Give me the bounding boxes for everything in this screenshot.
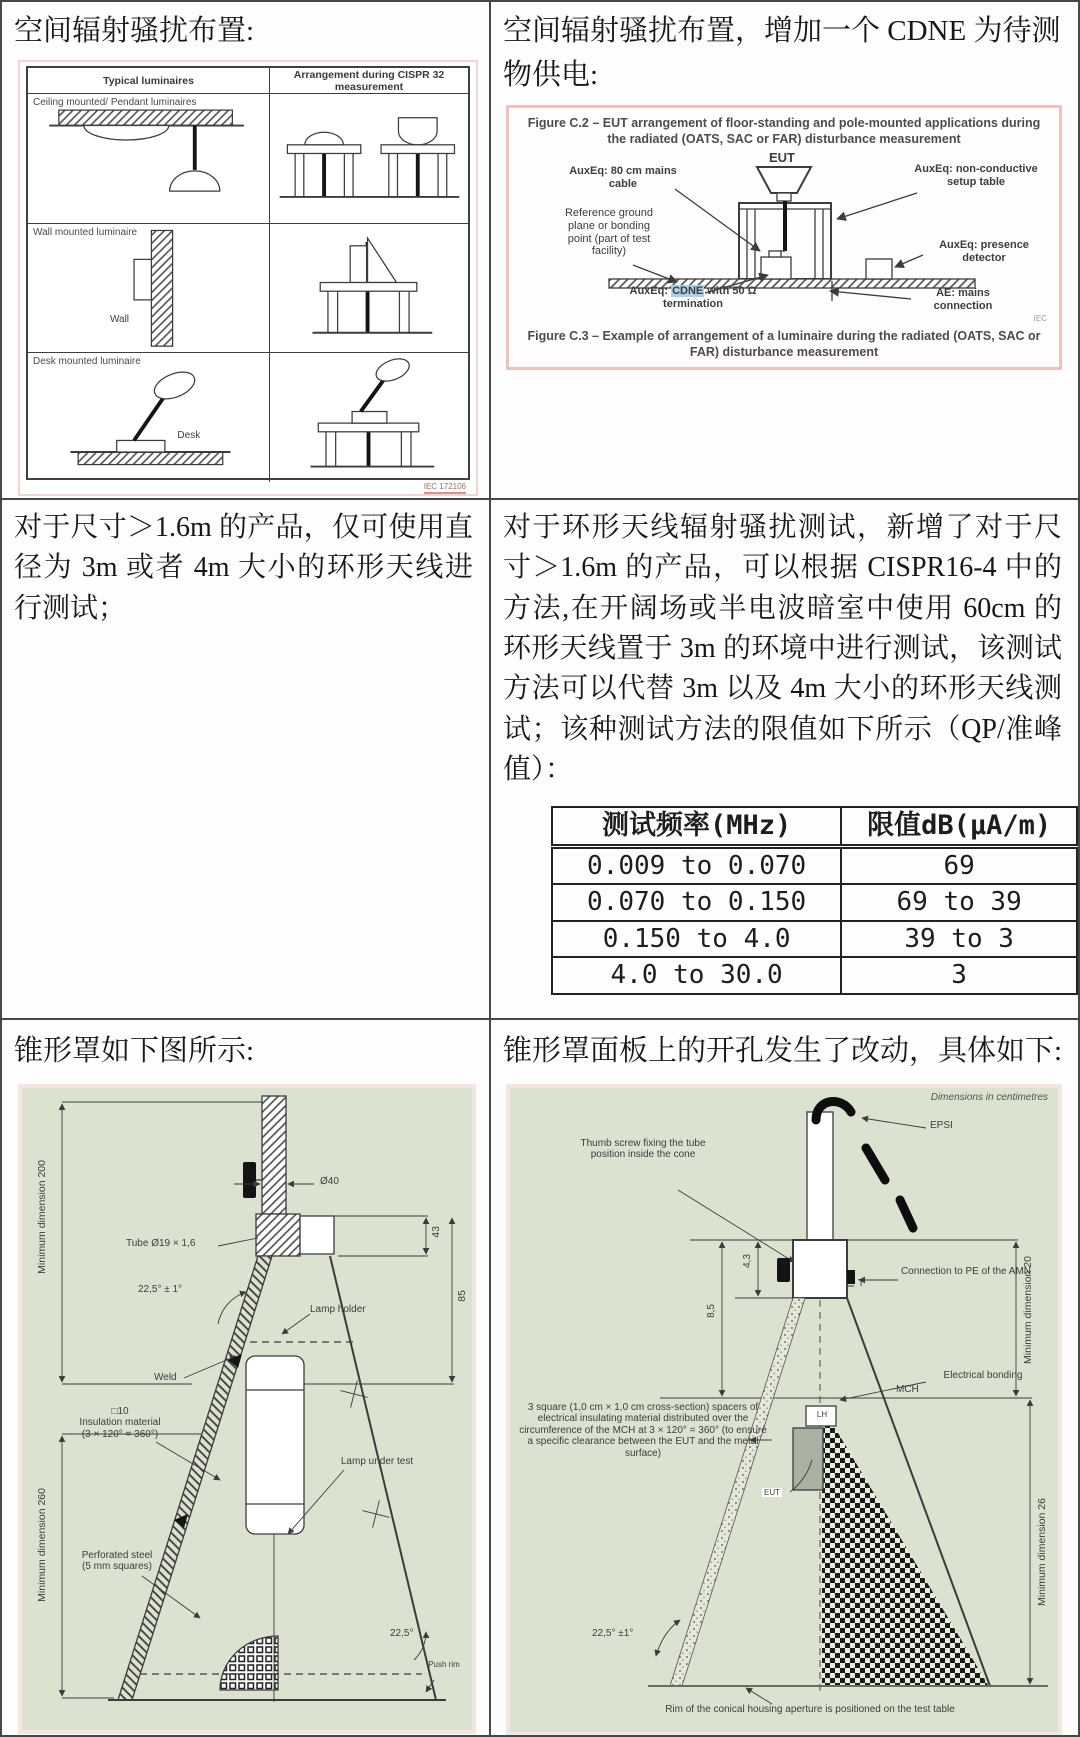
fig1-header-typical: Typical luminaires (28, 68, 270, 94)
ceiling-typical-cell (28, 94, 270, 224)
ceiling-row-label: Ceiling mounted/ Pendant luminaires (33, 97, 197, 108)
rim-caption: Rim of the conical housing aperture is positioned on the test table (665, 1703, 955, 1715)
conical-housing-figure-new (506, 1084, 1062, 1736)
desk-arrangement-drawing (270, 353, 468, 482)
figure-c2-caption: Figure C.2 – EUT arrangement of floor-standing and pole-mounted applications during the radiated (OATS, SAC or FAR) disturbance measurement (527, 116, 1041, 146)
electrical-bonding-label: Electrical bonding (943, 1369, 1023, 1381)
ground-plane-label: Reference ground plane or bonding point (part of test facility) (564, 207, 654, 258)
r2-right-text: 对于环形天线辐射骚扰测试，新增了对于尺寸＞1.6m 的产品，可以根据 CISPR16-4 中的方法,在开阔场或半电波暗室中使用 60cm 的环形天线置于 3m 的环境中进行测试，该测试方法可以代替 3m 以及 4m 大小的环形天线测试；该种测试方法的限值如下所示（QP/准峰值）： (503, 512, 1062, 785)
dimensions-note: Dimensions in centimetres (930, 1091, 1048, 1103)
cdne-label: AuxEq: CDNE with 50 Ω termination (629, 285, 757, 310)
cell-r3-right (491, 1020, 1078, 1735)
cdne-highlight: CDNE (672, 285, 704, 298)
lh-label: LH (810, 1410, 834, 1419)
angle-label: 22,5° ±1° (592, 1627, 634, 1639)
min-dimension-200-label: Minimum dimension 200 (36, 1159, 48, 1274)
angle-bottom-label: 22,5° (390, 1627, 414, 1639)
pe-connection-label: Connection to PE of the AMN (900, 1265, 1032, 1277)
r1-right-title: 空间辐射骚扰布置，增加一个 CDNE 为待测物供电: (503, 15, 1061, 91)
r2-left-text: 对于尺寸＞1.6m 的产品，仅可使用直径为 3m 或者 4m 大小的环形天线进行测试； (14, 512, 473, 624)
desk-label: Desk (177, 430, 201, 442)
iec-reference: IEC 172106 (424, 482, 466, 494)
ae-mains-label: AE: mains connection (933, 287, 993, 312)
figure-c3-caption: Figure C.3 – Example of arrangement of a luminaire during the radiated (OATS, SAC or FAR) disturbance measurement (527, 329, 1041, 359)
insulation-label: □10 Insulation material (3 × 120° = 360°) (79, 1405, 161, 1440)
ceiling-luminaire-drawing (28, 94, 269, 223)
limits-cell-limit: 3 (841, 957, 1077, 994)
weld-label: Weld (154, 1371, 177, 1383)
eut-label: EUT (769, 150, 795, 166)
table-row (552, 957, 1077, 994)
wall-arrangement-drawing (270, 224, 468, 353)
limits-cell-limit: 69 to 39 (841, 884, 1077, 921)
wall-arrangement-cell (270, 224, 468, 354)
table-row (552, 846, 1077, 884)
r3-left-title: 锥形罩如下图所示: (14, 1035, 255, 1067)
table-row (552, 921, 1077, 958)
min-dimension-20-label: Minimum dimension 20 (1022, 1255, 1034, 1364)
cell-r1-left (2, 2, 491, 500)
limits-header-row (552, 807, 1077, 846)
desk-typical-cell (28, 353, 270, 482)
t-label: T (858, 1277, 865, 1289)
limits-header-limit: 限值dB(μA/m) (841, 807, 1077, 846)
thumb-screw-label: Thumb screw fixing the tube position inside the cone (580, 1137, 706, 1160)
min-dimension-26-label: Minimum dimension 26 (1036, 1497, 1048, 1606)
r3-right-title: 锥形罩面板上的开孔发生了改动，具体如下: (503, 1035, 1063, 1067)
limits-cell-frequency: 0.070 to 0.150 (552, 884, 841, 921)
diameter-40-label: Ø40 (320, 1175, 339, 1187)
cell-r1-right (491, 2, 1078, 500)
limits-cell-frequency: 0.009 to 0.070 (552, 846, 841, 884)
table-row (552, 884, 1077, 921)
tube-label: Tube Ø19 × 1,6 (126, 1237, 196, 1249)
desk-arrangement-cell (270, 353, 468, 482)
perforated-steel-label: Perforated steel (5 mm squares) (81, 1549, 153, 1572)
min-dimension-260-label: Minimum dimension 260 (36, 1487, 48, 1602)
wall-luminaire-drawing (28, 224, 269, 353)
epsi-label: EPSI (930, 1119, 953, 1131)
cell-r2-right (491, 500, 1078, 1020)
wall-row-label: Wall mounted luminaire (33, 226, 138, 238)
figure-c2-box (506, 105, 1062, 370)
dim-4-3-label: 4,3 (742, 1253, 753, 1268)
limits-cell-frequency: 4.0 to 30.0 (552, 957, 841, 994)
r1-left-title: 空间辐射骚扰布置: (14, 15, 255, 47)
mch-label: MCH (896, 1383, 919, 1395)
eut-label: EUT (764, 1487, 780, 1497)
figure-c2-diagram (517, 151, 1051, 323)
iec-small-reference: IEC (1033, 314, 1047, 324)
push-rim-label: Push rim (428, 1659, 460, 1669)
dim-85-label: 85 (456, 1289, 468, 1302)
angle-top-label: 22,5° ± 1° (138, 1283, 183, 1295)
limits-header-frequency: 测试频率(MHz) (552, 807, 841, 846)
limits-cell-limit: 39 to 3 (841, 921, 1077, 958)
lamp-holder-label: Lamp holder (310, 1303, 366, 1315)
desk-row-label: Desk mounted luminaire (33, 356, 141, 368)
luminaire-arrangement-figure (18, 60, 478, 496)
presence-detector-label: AuxEq: presence detector (939, 239, 1029, 264)
cell-r2-left (2, 500, 491, 1020)
mains-cable-label: AuxEq: 80 cm mains cable (569, 165, 677, 190)
dim-43-label: 43 (430, 1225, 442, 1238)
setup-table-label: AuxEq: non-conductive setup table (914, 163, 1038, 188)
dim-8-5-label: 8,5 (706, 1303, 717, 1318)
cell-r3-left (2, 1020, 491, 1735)
desk-luminaire-drawing (28, 353, 269, 482)
lamp-under-test-label: Lamp under test (340, 1455, 414, 1467)
wall-label: Wall (109, 313, 130, 325)
fig1-header-arrangement: Arrangement during CISPR 32 measurement (270, 68, 468, 94)
spacers-label: 3 square (1,0 cm × 1,0 cm cross-section) spacers of electrical insulating material distributed over the circumference of the MCH at 3 × 120° = 360° (to ensure a specific clearance between the EUT and the metal surface) (519, 1401, 767, 1459)
limits-table (551, 806, 1078, 995)
limits-cell-frequency: 0.150 to 4.0 (552, 921, 841, 958)
ceiling-arrangement-cell (270, 94, 468, 224)
limits-cell-limit: 69 (841, 846, 1077, 884)
conical-housing-figure-old (18, 1084, 476, 1734)
wall-typical-cell (28, 224, 270, 354)
ceiling-arrangement-drawing (270, 94, 468, 223)
